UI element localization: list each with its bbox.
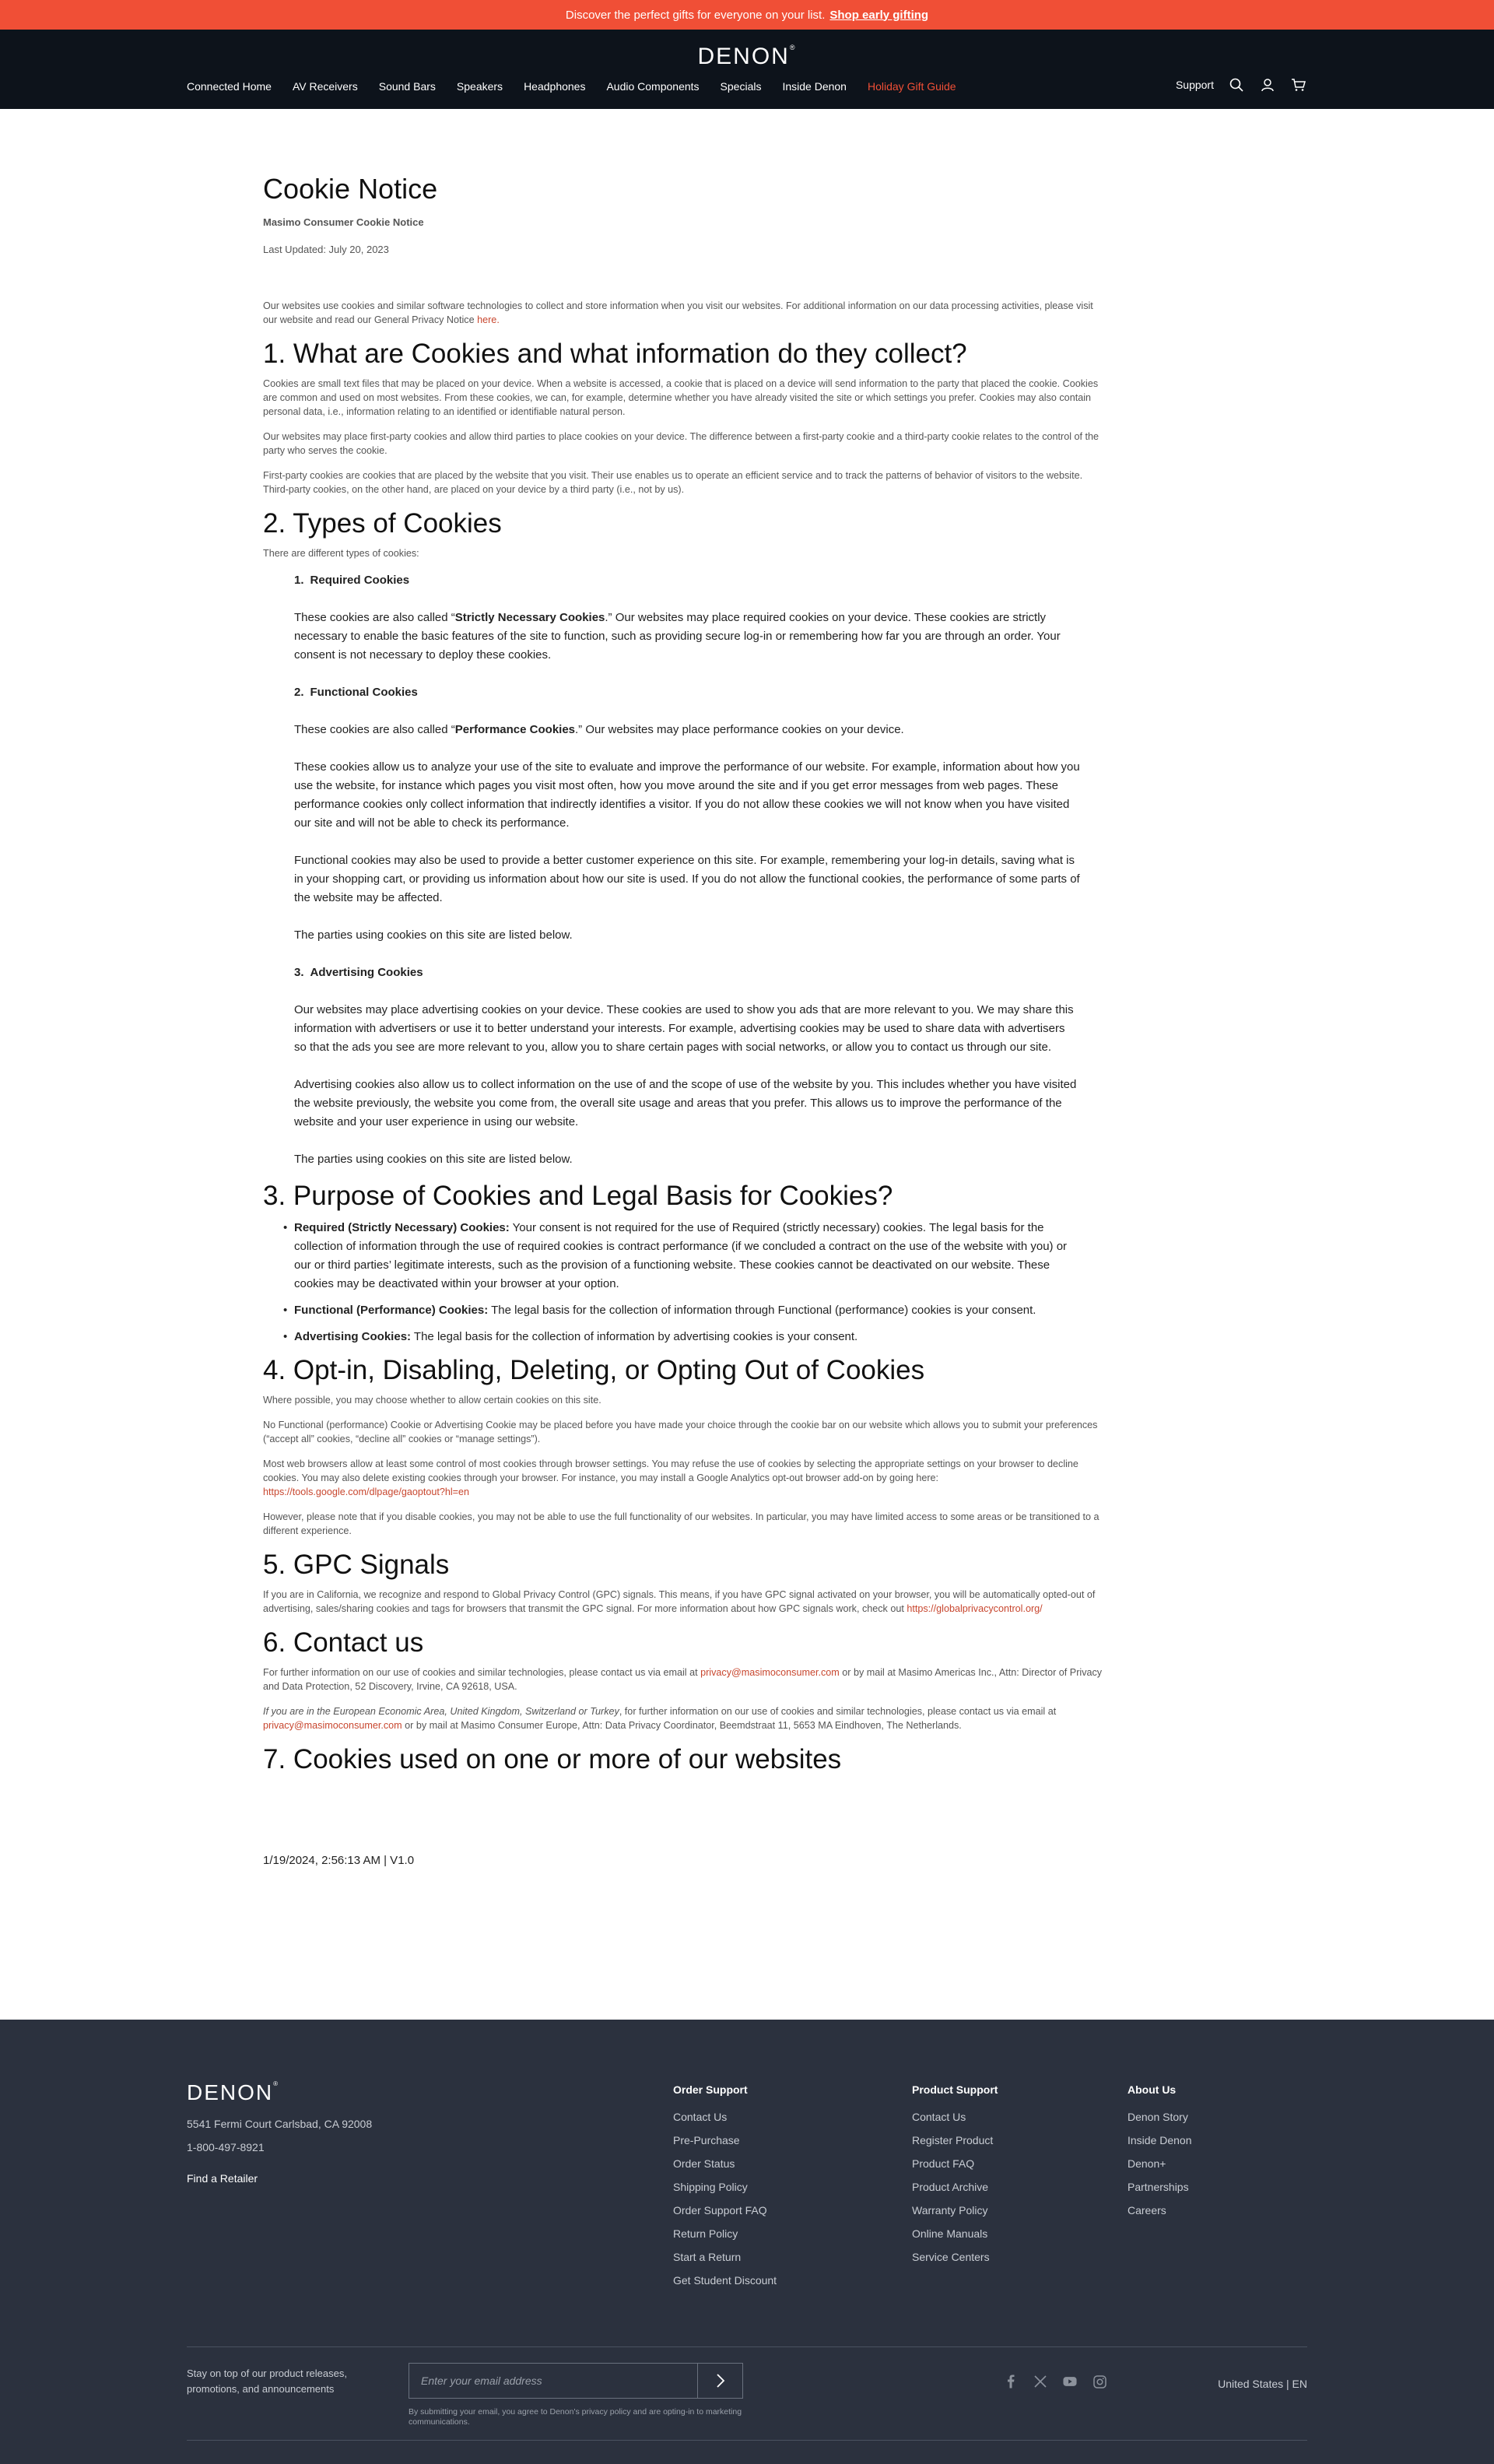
functional-cookies-text: The parties using cookies on this site are listed below.: [294, 928, 573, 942]
s1-paragraph: Our websites may place first-party cookies and allow third parties to place cookies on your device. The difference between a first-party cookie and a third-party cookie relates to the control of the party who serves the cookie.: [263, 431, 1099, 456]
footer-col-product-support: [912, 2083, 998, 2269]
page-title: Cookie Notice: [263, 173, 438, 205]
functional-cookies-heading: Functional Cookies: [310, 686, 418, 699]
footer-link[interactable]: Order Support FAQ: [673, 2204, 767, 2217]
list-item: 3. Advertising Cookies Our websites may place advertising cookies on your device. These cookies are used to show you ads that are more relevant to you. We may share this information with advertisers or use it to better understand your interests. For example, advertising cookies may be used to share data with advertisers so that the ads you see are more relevant to you, allow you to share certain pages with social networks, or allow you to contact us through our site. Advertising cookies also allow us to collect information on the use of and the scope of use of the website by you. This includes whether you have visited the website previously, the website you come from, the overall site usage and areas that you prefer. This allows us to improve the performance of the website and your user experience in using our website. The parties using cookies on this site are listed below.: [294, 963, 1106, 1169]
newsletter-form: [409, 2363, 743, 2399]
cookie-types-list: [294, 571, 1106, 1169]
footer-col-order-support: [673, 2083, 777, 2292]
functional-cookies-text: Functional cookies may also be used to provide a better customer experience on this site. For example, remembering your log-in details, saving what is in your shopping cart, or providing us information about how our site is used. If you do not allow the functional cookies, the performance of some parts of the website may be affected.: [294, 854, 1080, 904]
nav-connected-home[interactable]: Connected Home: [187, 80, 272, 93]
footer-link[interactable]: Online Manuals: [912, 2227, 988, 2240]
section-7-heading: 7. Cookies used on one or more of our websites: [263, 1744, 842, 1774]
advertising-cookies-heading: Advertising Cookies: [310, 966, 423, 979]
instagram-icon[interactable]: [1092, 2374, 1106, 2389]
footer-link[interactable]: Get Student Discount: [673, 2274, 777, 2287]
s5-paragraph: If you are in California, we recognize and respond to Global Privacy Control (GPC) signals. This means, if you have GPC signal activated on your browser, you will be automatically opted-out of advertising, sales/sharing cookies and tags for browsers that transmit the GPC signal. For more information about how GPC signals work, check out https://globalprivacycontrol.org/: [263, 1589, 1096, 1614]
nav-av-receivers[interactable]: AV Receivers: [292, 80, 358, 93]
section-6-heading: 6. Contact us: [263, 1627, 424, 1658]
promo-bar: [0, 0, 1494, 30]
nav-headphones[interactable]: Headphones: [524, 80, 586, 93]
footer-col-title: Order Support: [673, 2083, 748, 2096]
footer-link[interactable]: Partnerships: [1128, 2181, 1189, 2193]
intro-paragraph: Our websites use cookies and similar software technologies to collect and store information when you visit our websites. For additional information on our data processing activities, please visit our website and read our General Privacy Notice here.: [263, 300, 1093, 325]
s1-paragraph: Cookies are small text files that may be placed on your device. When a website is accessed, a cookie that is placed on a device will send information to the party that placed the cookie. Cookies are common and used on most websites. From these cookies, we can, for example, determine whether you have already visited the site or which settings you prefer. Cookies may also contain personal data, i.e., information relating to an identified or identifiable natural person.: [263, 378, 1099, 417]
list-item: • Advertising Cookies: The legal basis for the collection of information by advertising cookies is your consent.: [294, 1328, 1080, 1346]
footer-link[interactable]: Register Product: [912, 2134, 994, 2146]
nav-sound-bars[interactable]: Sound Bars: [378, 80, 436, 93]
chevron-right-icon: [716, 2374, 725, 2388]
footer-col-title: About Us: [1128, 2083, 1177, 2096]
footer-link[interactable]: Product FAQ: [912, 2157, 975, 2170]
section-2-heading: 2. Types of Cookies: [263, 508, 502, 539]
main-nav: [187, 80, 977, 93]
cart-icon[interactable]: [1290, 76, 1307, 93]
email-input[interactable]: Enter your email address: [421, 2374, 542, 2387]
footer-phone[interactable]: 1-800-497-8921: [187, 2141, 265, 2153]
cookie-notice-content: [263, 173, 1106, 1867]
privacy-notice-link[interactable]: here.: [477, 314, 500, 325]
footer-link[interactable]: Shipping Policy: [673, 2181, 748, 2193]
advertising-cookies-text: The parties using cookies on this site are listed below.: [294, 1153, 573, 1166]
footer-col-about-us: [1128, 2083, 1192, 2222]
s2-intro: There are different types of cookies:: [263, 548, 419, 559]
footer-divider: [187, 2440, 1307, 2441]
footer-link[interactable]: Pre-Purchase: [673, 2134, 740, 2146]
s6-paragraph: If you are in the European Economic Area, United Kingdom, Switzerland or Turkey, for further information on our use of cookies and similar technologies, please contact us via email at privacy@masimoconsumer.com or by mail at Masimo Consumer Europe, Attn: Data Privacy Coordinator, Beemdstraat 11, 5653 MA Eindhoven, The Netherlands.: [263, 1706, 1057, 1731]
list-item: • Required (Strictly Necessary) Cookies: Your consent is not required for the use of Required (strictly necessary) cookies. The legal basis for the collection of information through the use of required cookies is contract performance (if we concluded a contract on the use of the website with you) or our or third parties’ legitimate interests, such as the provision of a functioning website. These cookies cannot be deactivated on our website. These cookies may be deactivated within your browser at your option.: [294, 1219, 1080, 1293]
section-5-heading: 5. GPC Signals: [263, 1550, 450, 1580]
list-item: 1. Required Cookies These cookies are also called “Strictly Necessary Cookies.” Our websites may place required cookies on your device. These cookies are strictly necessary to enable the basic features of the site to function, such as providing secure log-in or remembering how far you are through an order. Your consent is not necessary to deploy these cookies.: [294, 571, 1106, 665]
advertising-cookies-text: Our websites may place advertising cookies on your device. These cookies are used to show you ads that are more relevant to you. We may share this information with advertisers or use it to better understand your interests. For example, advertising cookies may be used to share data with advertisers so that the ads you see are more relevant to you, allow you to share certain pages with social networks, or allow you to contact us through our site.: [294, 1003, 1074, 1054]
nav-holiday-gift-guide[interactable]: Holiday Gift Guide: [867, 80, 956, 93]
last-updated: Last Updated: July 20, 2023: [263, 244, 389, 255]
footer-divider: [187, 2346, 1307, 2347]
footer-link[interactable]: Contact Us: [912, 2111, 966, 2123]
footer-link[interactable]: Product Archive: [912, 2181, 989, 2193]
s4-paragraph: However, please note that if you disable cookies, you may not be able to use the full functionality of our websites. In particular, you may have limited access to some areas or be transitioned to a different experience.: [263, 1511, 1099, 1536]
section-3-heading: 3. Purpose of Cookies and Legal Basis for Cookies?: [263, 1181, 893, 1211]
search-icon[interactable]: [1228, 76, 1245, 93]
x-icon[interactable]: [1033, 2374, 1047, 2389]
list-item: 2. Functional Cookies These cookies are also called “Performance Cookies.” Our websites may place performance cookies on your device. These cookies allow us to analyze your use of the site to evaluate and improve the performance of our website. For example, information about how you use the website, for instance which pages you visit most often, how you move around the site and if you get error messages from web pages. These performance cookies only collect information that indirectly identifies a visitor. If you do not allow these cookies we will not know when you have visited our site and will not be able to check its performance. Functional cookies may also be used to provide a better customer experience on this site. For example, remembering your log-in details, saving what is in your shopping cart, or providing us information about how our site is used. If you do not allow the functional cookies, the performance of some parts of the website may be affected. The parties using cookies on this site are listed below.: [294, 683, 1106, 945]
advertising-cookies-text: Advertising cookies also allow us to collect information on the use of and the scope of use of the website by you. This includes whether you have visited the website previously, the website you come from, the overall site usage and areas that you prefer. This allows us to improve the performance of the website and your user experience in using our website.: [294, 1078, 1077, 1128]
site-footer: [0, 2020, 1494, 2464]
section-4-heading: 4. Opt-in, Disabling, Deleting, or Opting Out of Cookies: [263, 1355, 925, 1385]
required-cookies-text: These cookies are also called “Strictly Necessary Cookies.” Our websites may place required cookies on your device. These cookies are strictly necessary to enable the basic features of the site to function, such as providing secure log-in or remembering how far you are through an order. Your consent is not necessary to deploy these cookies.: [294, 611, 1061, 662]
s4-paragraph: No Functional (performance) Cookie or Advertising Cookie may be placed before you have made your choice through the cookie bar on our website which allows you to submit your preferences (“accept all” cookies, “decline all” cookies or “manage settings”).: [263, 1420, 1098, 1444]
s4-paragraph: Most web browsers allow at least some control of most cookies through browser settings. You may refuse the use of cookies by selecting the appropriate settings on your browser to decline cookies. You may also delete existing cookies through your browser. For instance, you may install a Google Analytics opt-out browser add-on by going here: https://tools.google.com/dlpage/gaoptout?hl=en: [263, 1458, 1078, 1497]
footer-link[interactable]: Contact Us: [673, 2111, 728, 2123]
nav-inside-denon[interactable]: Inside Denon: [782, 80, 847, 93]
facebook-icon[interactable]: [1004, 2374, 1018, 2389]
footer-address: 5541 Fermi Court Carlsbad, CA 92008: [187, 2118, 373, 2130]
footer-link[interactable]: Order Status: [673, 2157, 735, 2170]
promo-text: Discover the perfect gifts for everyone on your list.: [565, 8, 826, 22]
newsletter-disclaimer: By submitting your email, you agree to Denon's privacy policy and are opting-in to marketing communications.: [409, 2407, 742, 2427]
locale-selector[interactable]: United States | EN: [1218, 2378, 1307, 2390]
version-stamp: 1/19/2024, 2:56:13 AM | V1.0: [263, 1854, 415, 1867]
privacy-email-link[interactable]: privacy@masimoconsumer.com: [263, 1720, 402, 1731]
support-link[interactable]: Support: [1175, 79, 1214, 91]
newsletter-submit-button[interactable]: [697, 2364, 742, 2398]
social-links: [1004, 2374, 1106, 2389]
denon-logo[interactable]: DENON®: [697, 44, 797, 69]
footer-link[interactable]: Return Policy: [673, 2227, 738, 2240]
legal-basis-list: [294, 1219, 1106, 1346]
footer-link[interactable]: Careers: [1128, 2204, 1166, 2217]
functional-cookies-text: These cookies are also called “Performance Cookies.” Our websites may place performance cookies on your device.: [294, 723, 904, 736]
functional-cookies-text: These cookies allow us to analyze your use of the site to evaluate and improve the performance of our website. For example, information about how you use the website, for instance which pages you visit most often, how you move around the site and if you get error messages from web pages. These performance cookies only collect information that indirectly identifies a visitor. If you do not allow these cookies we will not know when you have visited our site and will not be able to check its performance.: [294, 760, 1080, 830]
footer-link[interactable]: Denon Story: [1128, 2111, 1188, 2123]
site-header: [0, 30, 1494, 109]
find-retailer-link[interactable]: Find a Retailer: [187, 2172, 258, 2185]
s6-paragraph: For further information on our use of cookies and similar technologies, please contact us via email at privacy@masimoconsumer.com or by mail at Masimo Americas Inc., Attn: Director of Privacy and Data Protection, 52 Discovery, Irvine, CA 92618, USA.: [263, 1667, 1103, 1692]
nav-specials[interactable]: Specials: [720, 80, 762, 93]
nav-audio-components[interactable]: Audio Components: [606, 80, 700, 93]
privacy-email-link[interactable]: privacy@masimoconsumer.com: [700, 1667, 840, 1678]
header-utilities: [1176, 76, 1307, 93]
footer-link[interactable]: Inside Denon: [1128, 2134, 1192, 2146]
account-icon[interactable]: [1259, 76, 1276, 93]
s4-paragraph: Where possible, you may choose whether to allow certain cookies on this site.: [263, 1395, 601, 1406]
ga-optout-link[interactable]: https://tools.google.com/dlpage/gaoptout?hl=en: [263, 1486, 470, 1497]
required-cookies-heading: Required Cookies: [310, 574, 410, 587]
youtube-icon[interactable]: [1063, 2374, 1077, 2389]
footer-link[interactable]: Service Centers: [912, 2251, 990, 2263]
section-1-heading: 1. What are Cookies and what information do they collect?: [263, 339, 967, 369]
nav-speakers[interactable]: Speakers: [456, 80, 503, 93]
footer-link[interactable]: Warranty Policy: [912, 2204, 988, 2217]
newsletter-text: Stay on top of our product releases, promotions, and announcements: [187, 2367, 347, 2395]
footer-link[interactable]: Denon+: [1128, 2157, 1166, 2170]
footer-col-title: Product Support: [912, 2083, 998, 2096]
page-subtitle: Masimo Consumer Cookie Notice: [263, 216, 424, 228]
footer-logo[interactable]: DENON®: [187, 2080, 280, 2104]
footer-link[interactable]: Start a Return: [673, 2251, 742, 2263]
s1-paragraph: First-party cookies are cookies that are placed by the website that you visit. Their use enables us to operate an efficient service and to track the patterns of behavior of visitors to the website. Third-party cookies, on the other hand, are placed on your device by a third party (i.e., not by us).: [263, 470, 1083, 495]
list-item: • Functional (Performance) Cookies: The legal basis for the collection of information through Functional (performance) cookies is your consent.: [294, 1301, 1080, 1320]
gpc-link[interactable]: https://globalprivacycontrol.org/: [907, 1603, 1043, 1614]
promo-link[interactable]: Shop early gifting: [829, 8, 929, 22]
